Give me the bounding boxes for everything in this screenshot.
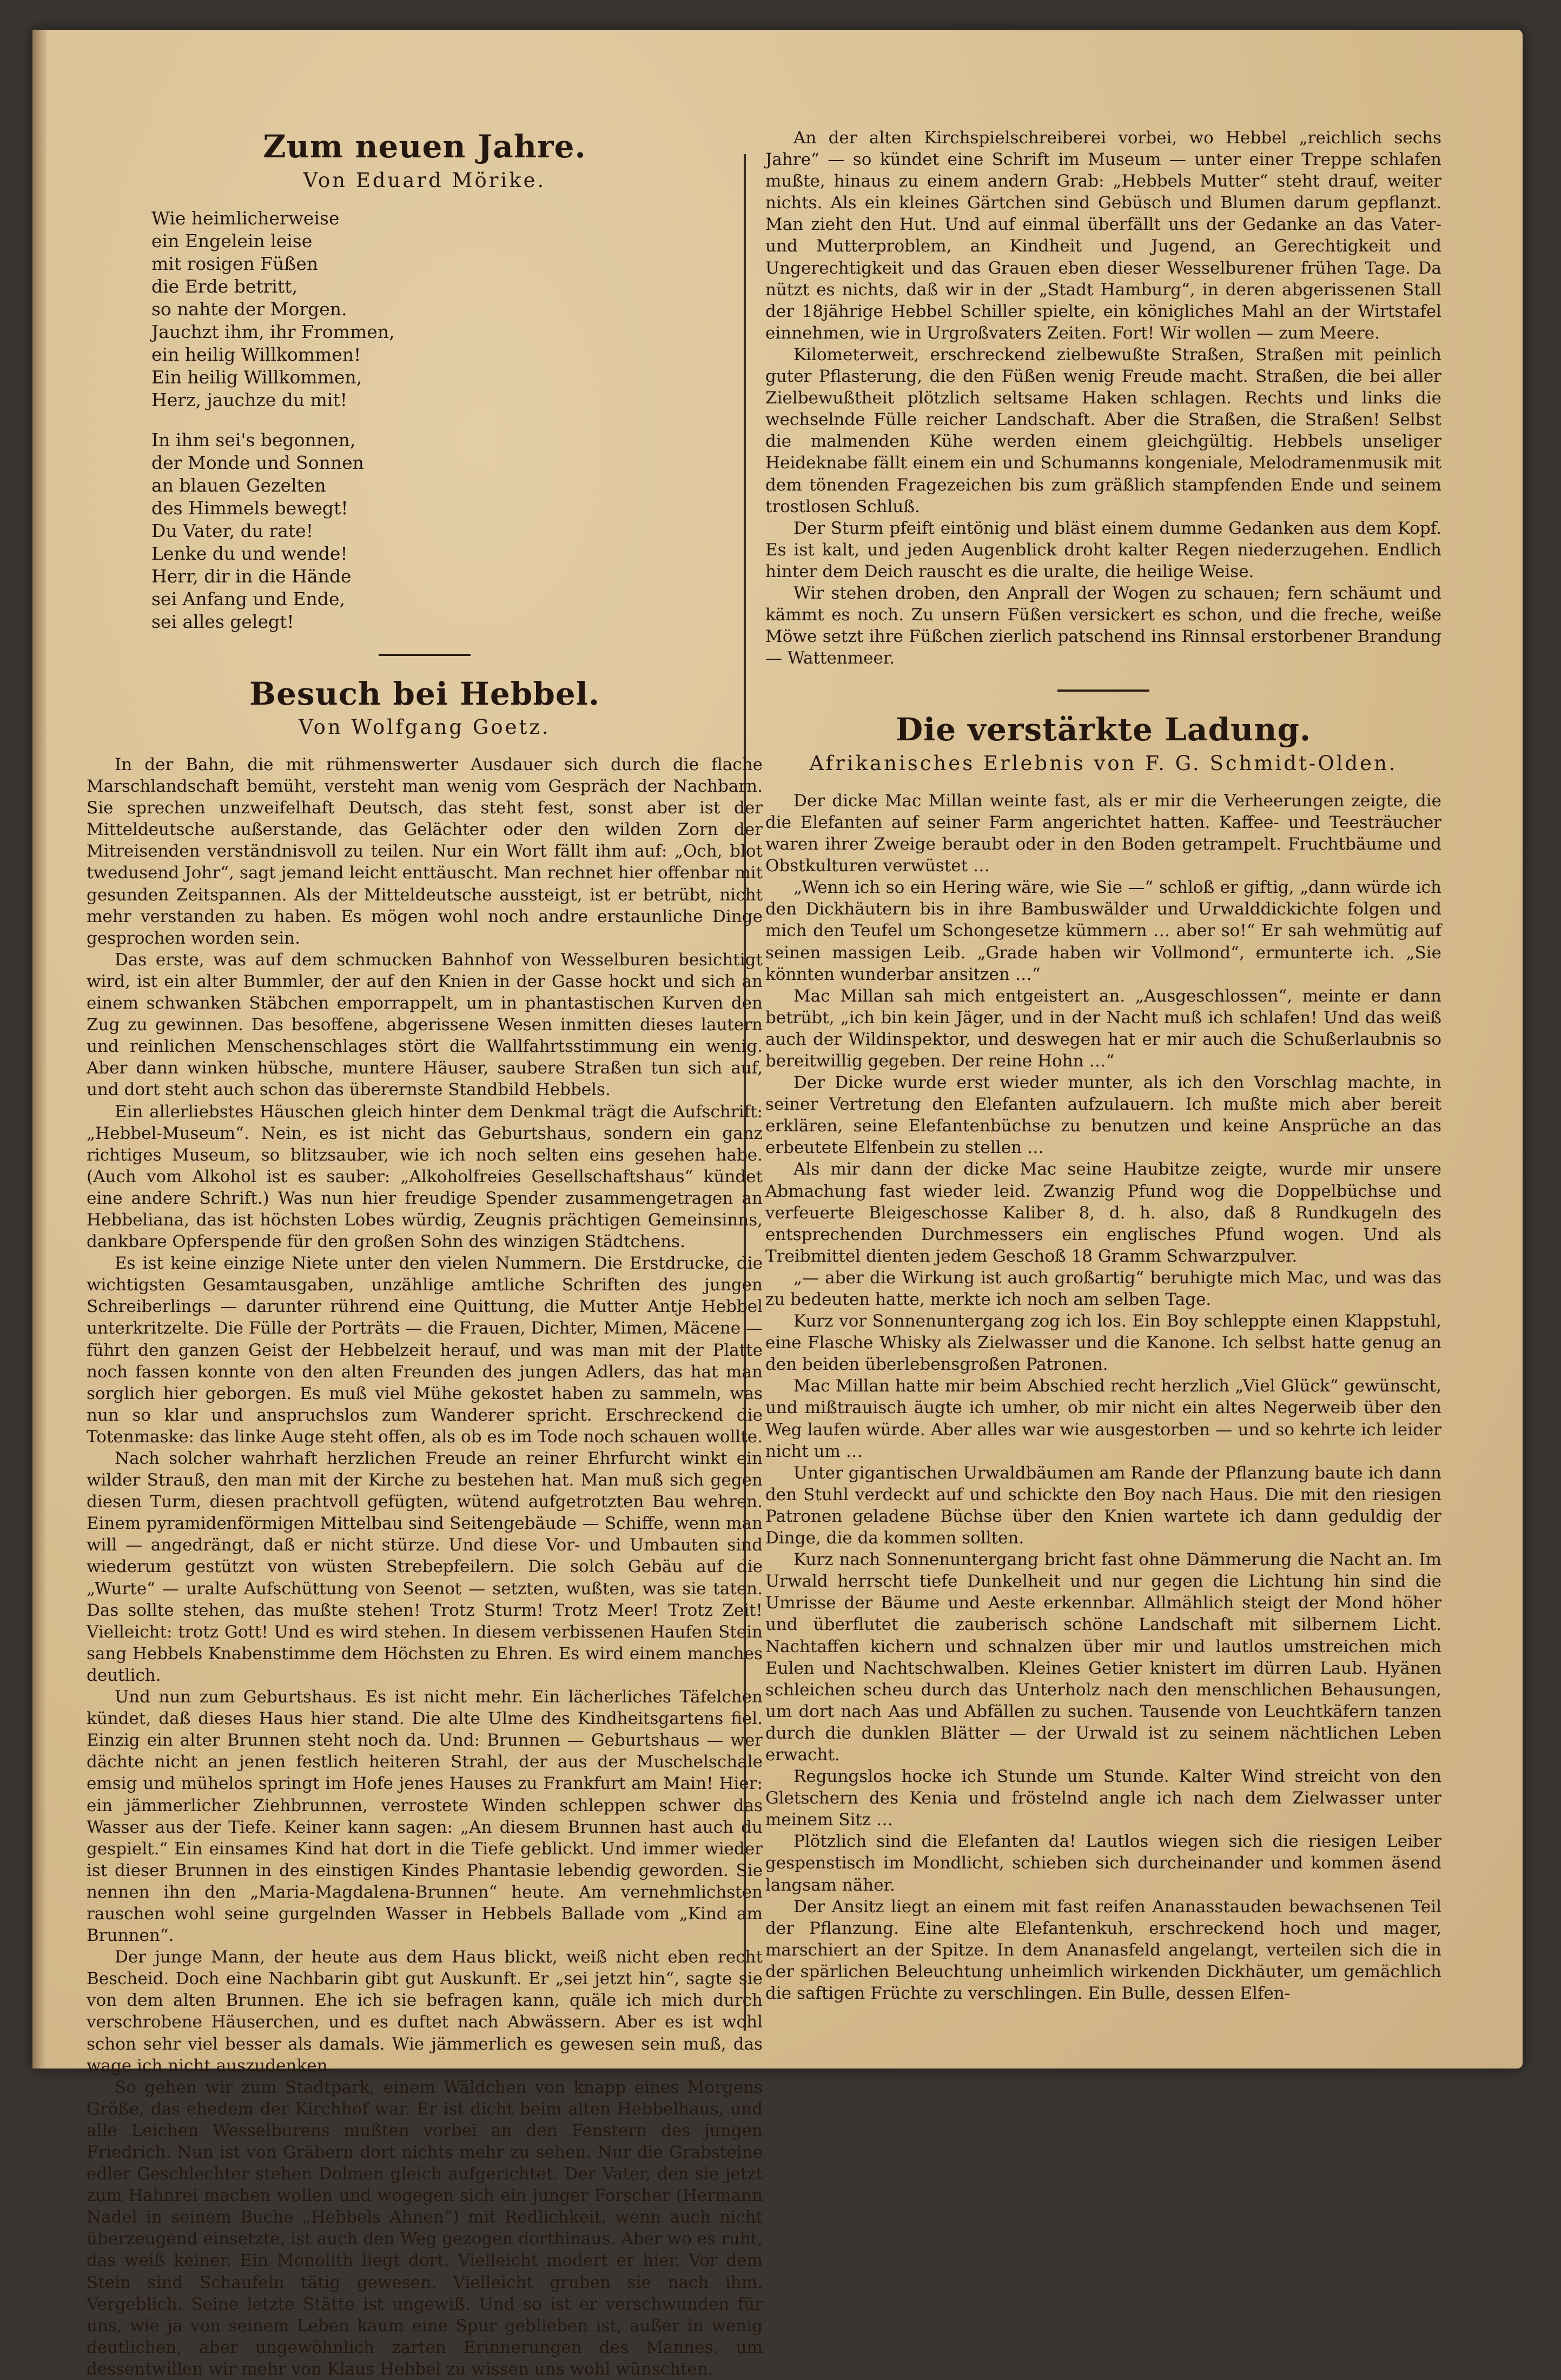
poem-line: Du Vater, du rate! xyxy=(151,520,763,542)
newspaper-page xyxy=(32,30,1523,2069)
article-paragraph: An der alten Kirchspielschreiberei vorbei, wo Hebbel „reichlich sechs Jahre“ — so kündet eine Schrift im Museum — unter einer Treppe schlafen mußte, hinaus zu einem andern Grab: „Hebbels Mutter“ steht drauf, weiter nichts. Als ein kleines Gärtchen sind Gebüsch und Blumen darum gepflanzt. Man zieht den Hut. Und auf einmal überfällt uns der Gedanke an das Vater- und Mutterproblem, an Kindheit und Jugend, an Gerechtigkeit und Ungerechtigkeit und das Grauen eben dieser Wesselburener frühen Tage. Da nützt es nichts, daß wir in der „Stadt Hamburg“, in deren abgerissenen Stall der 18jährige Hebbel Schiller spielte, ein königliches Mahl an der Wirtstafel einnehmen, wie in Urgroßvaters Zeiten. Fort! Wir wollen — zum Meere. xyxy=(765,127,1441,344)
article-title: Die verstärkte Ladung. xyxy=(765,710,1441,750)
poem-line: Jauchzt ihm, ihr Frommen, xyxy=(151,321,763,343)
article-die-verstaerkte-ladung xyxy=(765,710,1441,2004)
poem-line: sei alles gelegt! xyxy=(151,611,763,633)
section-separator xyxy=(379,654,471,656)
article-paragraph: Regungslos hocke ich Stunde um Stunde. Kalter Wind streicht von den Gletschern des Kenia und fröstelnd angle ich nach dem Zielwasser unter meinem Sitz … xyxy=(765,1766,1441,1831)
poem-author: Von Eduard Mörike. xyxy=(87,169,763,192)
poem-line: an blauen Gezelten xyxy=(151,474,763,497)
article-title: Besuch bei Hebbel. xyxy=(87,674,763,714)
article-paragraph: Das erste, was auf dem schmucken Bahnhof von Wesselburen besichtigt wird, ist ein alter Bummler, der auf den Knien in der Gasse hockt und sich an einem schwanken Stäbchen emporrappelt, um in phantastischen Kurven den Zug zu gewinnen. Das besoffene, abgerissene Wesen inmitten dieses lautern und reinlichen Menschenschlages stört die Wallfahrtsstimmung ein wenig. Aber dann winken hübsche, muntere Häuser, saubere Straßen tun sich auf, und dort steht auch schon das überernste Standbild Hebbels. xyxy=(87,949,763,1101)
article-author: Von Wolfgang Goetz. xyxy=(87,715,763,739)
poem-section xyxy=(87,127,763,633)
article-paragraph: Ein allerliebstes Häuschen gleich hinter dem Denkmal trägt die Aufschrift: „Hebbel-Museum“. Nein, es ist nicht das Geburtshaus, sondern ein ganz richtiges Museum, so blitzsauber, wie ich noch selten eins gesehen habe. (Auch vom Alkohol ist es sauber: „Alkoholfreies Gesellschaftshaus“ kündet eine andere Schrift.) Was nun hier freudige Spender zusammengetragen an Hebbeliana, das ist höchsten Lobes würdig, Zeugnis prächtigen Gemeinsinns, dankbare Opferspende für den großen Sohn des winzigen Städtchens. xyxy=(87,1101,763,1253)
article-paragraph: „Wenn ich so ein Hering wäre, wie Sie —“ schloß er giftig, „dann würde ich den Dickhäutern bis in ihre Bambuswälder und Urwalddickichte folgen und mich den Teufel um Schongesetze kümmern … aber so!“ Er sah wehmütig auf seinen massigen Leib. „Grade haben wir Vollmond“, ermunterte ich. „Sie könnten wunderbar ansitzen …“ xyxy=(765,877,1441,985)
poem-line: Herz, jauchze du mit! xyxy=(151,389,763,412)
article-paragraph: Kurz nach Sonnenuntergang bricht fast ohne Dämmerung die Nacht an. Im Urwald herrscht tiefe Dunkelheit und nur gegen die Lichtung hin sind die Umrisse der Bäume und Aeste erkennbar. Allmählich steigt der Mond höher und überflutet die zauberisch schöne Landschaft mit silbernem Licht. Nachtaffen kichern und schnalzen über mir und lautlos umstreichen mich Eulen und Nachtschwalben. Kleines Getier knistert im dürren Laub. Hyänen schleichen scheu durch das Unterholz nach den menschlichen Behausungen, um dort nach Aas und Abfällen zu suchen. Tausende von Leuchtkäfern tanzen durch die dunklen Blätter — der Urwald ist zu seinem nächtlichen Leben erwacht. xyxy=(765,1549,1441,1766)
article-paragraph: Wir stehen droben, den Anprall der Wogen zu schauen; fern schäumt und kämmt es noch. Zu unsern Füßen versickert es schon, und die freche, weiße Möwe setzt ihre Füßchen zierlich patschend ins Rinnsal erstorbener Brandung — Wattenmeer. xyxy=(765,582,1441,669)
poem-line: Ein heilig Willkommen, xyxy=(151,366,763,389)
article-paragraph: Als mir dann der dicke Mac seine Haubitze zeigte, wurde mir unsere Abmachung fast wieder leid. Zwanzig Pfund wog die Doppelbüchse und verfeuerte Bleigeschosse Kaliber 8, d. h. also, daß 8 Rundkugeln des entsprechenden Durchmessers ein englisches Pfund wogen. Und als Treibmittel dienten jedem Geschoß 18 Gramm Schwarzpulver. xyxy=(765,1158,1441,1267)
poem-line: der Monde und Sonnen xyxy=(151,452,763,474)
article-paragraph: Kilometerweit, erschreckend zielbewußte Straßen, Straßen mit peinlich guter Pflasterung, die den Füßen wenig Freude macht. Straßen, die bei aller Zielbewußtheit plötzlich seltsame Haken schlagen. Rechts und links die wechselnde Fülle reicher Landschaft. Aber die Straßen, die Straßen! Selbst die malmenden Kühe werden einem gleichgültig. Hebbels unseliger Heideknabe fällt einem ein und Schumanns kongeniale, Melodramenmusik mit dem tönenden Fragezeichen bis zum gräßlich stampfenden Ende und seinem trostlosen Schluß. xyxy=(765,344,1441,518)
article-paragraph: Unter gigantischen Urwaldbäumen am Rande der Pflanzung baute ich dann den Stuhl verdeckt auf und schickte den Boy nach Haus. Die mit den riesigen Patronen geladene Büchse über den Knien wartete ich dann geduldig der Dinge, die da kommen sollten. xyxy=(765,1462,1441,1549)
poem-title: Zum neuen Jahre. xyxy=(87,127,763,167)
article-paragraph: So gehen wir zum Stadtpark, einem Wäldchen von knapp eines Morgens Größe, das ehedem der Kirchhof war. Er ist dicht beim alten Hebbelhaus, und alle Leichen Wesselburens mußten vorbei an den Fenstern des jungen Friedrich. Nun ist von Gräbern dort nichts mehr zu sehen. Nur die Grabsteine edler Geschlechter stehen Dolmen gleich aufgerichtet. Der Vater, den sie jetzt zum Hahnrei machen wollen und wogegen sich ein junger Forscher (Hermann Nadel in seinem Buche „Hebbels Ahnen“) mit Redlichkeit, wenn auch nicht überzeugend einsetzte, ist auch den Weg gezogen dorthinaus. Aber wo es ruht, das weiß keiner. Ein Monolith liegt dort. Vielleicht modert er hier. Vor dem Stein sind Schaufeln tätig gewesen. Vielleicht gruben sie nach ihm. Vergeblich. Seine letzte Stätte ist ungewiß. Und so ist er verschwunden für uns, wie ja von seinem Leben kaum eine Spur geblieben ist, außer in wenig deutlichen, aber ungewöhnlich zarten Erinnerungen des Mannes, um dessentwillen wir mehr von Klaus Hebbel zu wissen uns wohl wünschten. xyxy=(87,2077,763,2380)
article-paragraph: Mac Millan sah mich entgeistert an. „Ausgeschlossen“, meinte er dann betrübt, „ich bin kein Jäger, und in der Nacht muß ich schlafen! Und das weiß auch der Wildinspektor, und deswegen hat er mir auch die Schußerlaubnis so bereitwillig gegeben. Der reine Hohn …“ xyxy=(765,985,1441,1072)
article-author: Afrikanisches Erlebnis von F. G. Schmidt-Olden. xyxy=(765,752,1441,775)
article-paragraph: In der Bahn, die mit rühmenswerter Ausdauer sich durch die flache Marschlandschaft bemüht, versteht man wenig vom Gespräch der Nachbarn. Sie sprechen unzweifelhaft Deutsch, das steht fest, sonst aber ist der Mitteldeutsche außerstande, das Gelächter oder den wilden Zorn der Mitreisenden verständnisvoll zu teilen. Nur ein Wort fällt ihm auf: „Och, blot twedusend Johr“, sagt jemand leicht enttäuscht. Man rechnet hier offenbar mit gesunden Zeitspannen. Als der Mitteldeutsche aussteigt, ist er betrübt, nicht mehr verstanden zu haben. Es mögen wohl noch andre erstaunliche Dinge gesprochen worden sein. xyxy=(87,754,763,949)
poem-line: sei Anfang und Ende, xyxy=(151,588,763,611)
article-paragraph: „— aber die Wirkung ist auch großartig“ beruhigte mich Mac, und was das zu bedeuten hatte, merkte ich noch am selben Tage. xyxy=(765,1267,1441,1310)
poem-line: so nahte der Morgen. xyxy=(151,298,763,321)
section-separator xyxy=(1057,690,1149,692)
poem-line: Wie heimlicherweise xyxy=(151,207,763,230)
poem-line: des Himmels bewegt! xyxy=(151,497,763,520)
poem-line: In ihm sei's begonnen, xyxy=(151,429,763,452)
poem-line: Herr, dir in die Hände xyxy=(151,565,763,588)
article-paragraph: Es ist keine einzige Niete unter den vielen Nummern. Die Erstdrucke, die wichtigsten Gesamtausgaben, unzählige amtliche Schriften des jungen Schreiberlings — darunter rührend eine Quittung, die Mutter Antje Hebbel unterkritzelte. Die Fülle der Porträts — die Frauen, Dichter, Mimen, Mäcene — führt den ganzen Geist der Hebbelzeit herauf, und was man mit der Platte noch fassen konnte von den alten Freunden des jungen Adlers, das hat man sorglich hier geborgen. Es muß viel Mühe gekostet haben zu sammeln, was nun so klar und anspruchslos zum Wanderer spricht. Erschreckend die Totenmaske: das linke Auge steht offen, als ob es im Tode noch schauen wollte. xyxy=(87,1252,763,1448)
poem-body xyxy=(151,207,763,633)
article-paragraph: Mac Millan hatte mir beim Abschied recht herzlich „Viel Glück“ gewünscht, und mißtrauisch äugte ich umher, ob mir nicht ein altes Negerweib über den Weg laufen würde. Aber alles war wie ausgestorben — und so kehrte ich leider nicht um … xyxy=(765,1375,1441,1462)
article-paragraph: Und nun zum Geburtshaus. Es ist nicht mehr. Ein lächerliches Täfelchen kündet, daß dieses Haus hier stand. Die alte Ulme des Kindheitsgartens fiel. Einzig ein alter Brunnen steht noch da. Und: Brunnen — Geburtshaus — wer dächte nicht an jenen festlich heiteren Strahl, der aus der Muschelschale emsig und mühelos springt im Hofe jenes Hauses zu Frankfurt am Main! Hier: ein jämmerlicher Ziehbrunnen, verrostete Winden schleppen schwer das Wasser aus der Tiefe. Keiner kann sagen: „An diesem Brunnen hast auch du gespielt.“ Ein einsames Kind hat dort in die Tiefe geblickt. Und immer wieder ist dieser Brunnen in des einstigen Kindes Phantasie lebendig geworden. Sie nennen ihn den „Maria-Magdalena-Brunnen“ heute. Am vernehmlichsten rauschen wohl seine gurgelnden Wasser in Hebbels Ballade vom „Kind am Brunnen“. xyxy=(87,1686,763,1946)
poem-line: die Erde betritt, xyxy=(151,275,763,298)
poem-line: Lenke du und wende! xyxy=(151,542,763,565)
right-column xyxy=(765,127,1441,2004)
poem-line: ein heilig Willkommen! xyxy=(151,343,763,366)
left-column xyxy=(87,127,763,2380)
poem-line: mit rosigen Füßen xyxy=(151,253,763,275)
article-besuch-bei-hebbel-continued xyxy=(765,127,1441,669)
article-paragraph: Der Sturm pfeift eintönig und bläst einem dumme Gedanken aus dem Kopf. Es ist kalt, und jeden Augenblick droht kalter Regen niederzugehen. Endlich hinter dem Deich rauscht es die uralte, die heilige Weise. xyxy=(765,518,1441,582)
poem-line: ein Engelein leise xyxy=(151,230,763,253)
article-paragraph: Der Ansitz liegt an einem mit fast reifen Ananasstauden bewachsenen Teil der Pflanzung. Eine alte Elefantenkuh, erschreckend hoch und mager, marschiert an der Spitze. In dem Ananasfeld angelangt, verteilen sich die in der spärlichen Beleuchtung unheimlich wirkenden Dickhäuter, um gemächlich die saftigen Früchte zu verschlingen. Ein Bulle, dessen Elfen- xyxy=(765,1896,1441,2004)
article-paragraph: Kurz vor Sonnenuntergang zog ich los. Ein Boy schleppte einen Klappstuhl, eine Flasche Whisky als Zielwasser und die Kanone. Ich selbst hatte genug an den beiden überlebensgroßen Patronen. xyxy=(765,1310,1441,1375)
article-paragraph: Nach solcher wahrhaft herzlichen Freude an reiner Ehrfurcht winkt ein wilder Strauß, den man mit der Kirche zu bestehen hat. Man muß sich gegen diesen Turm, diesen prachtvoll gefügten, wütend aufgetrotzten Bau wehren. Einem pyramidenförmigen Mittelbau sind Seitengebäude — Schiffe, wenn man will — angedrängt, daß er nicht stürze. Und diese Vor- und Umbauten sind wiederum gestützt von wüsten Strebepfeilern. Die solch Gebäu auf die „Wurte“ — uralte Aufschüttung von Seenot — setzten, wußten, was sie taten. Das sollte stehen, das mußte stehen! Trotz Sturm! Trotz Meer! Trotz Zeit! Vielleicht: trotz Gott! Und es wird stehen. In diesem verbissenen Haufen Stein sang Hebbels Knabenstimme dem Höchsten zu Ehren. Es wird einem manches deutlich. xyxy=(87,1448,763,1686)
article-paragraph: Plötzlich sind die Elefanten da! Lautlos wiegen sich die riesigen Leiber gespenstisch im Mondlicht, schieben sich durcheinander und kommen äsend langsam näher. xyxy=(765,1831,1441,1895)
article-paragraph: Der junge Mann, der heute aus dem Haus blickt, weiß nicht eben recht Bescheid. Doch eine Nachbarin gibt gut Auskunft. Er „sei jetzt hin“, sagte sie von dem alten Brunnen. Ehe ich sie befragen kann, quäle ich mich durch verschrobene Häuserchen, und es duftet nach Abwässern. Aber es ist wohl schon sehr viel besser als damals. Wie jämmerlich es gewesen sein muß, das wage ich nicht auszudenken. xyxy=(87,1946,763,2077)
article-paragraph: Der Dicke wurde erst wieder munter, als ich den Vorschlag machte, in seiner Vertretung den Elefanten aufzulauern. Ich mußte mich aber bereit erklären, seine Elefantenbüchse zu benutzen und keine Ansprüche an das erbeutete Elfenbein zu stellen … xyxy=(765,1072,1441,1158)
poem-stanza xyxy=(151,207,763,412)
poem-stanza xyxy=(151,429,763,633)
page-binding-edge xyxy=(32,30,47,2069)
article-paragraph: Der dicke Mac Millan weinte fast, als er mir die Verheerungen zeigte, die die Elefanten auf seiner Farm angerichtet hatten. Kaffee- und Teesträucher waren ihrer Zweige beraubt oder in den Boden getrampelt. Fruchtbäume und Obstkulturen verwüstet … xyxy=(765,790,1441,877)
article-besuch-bei-hebbel xyxy=(87,674,763,2380)
